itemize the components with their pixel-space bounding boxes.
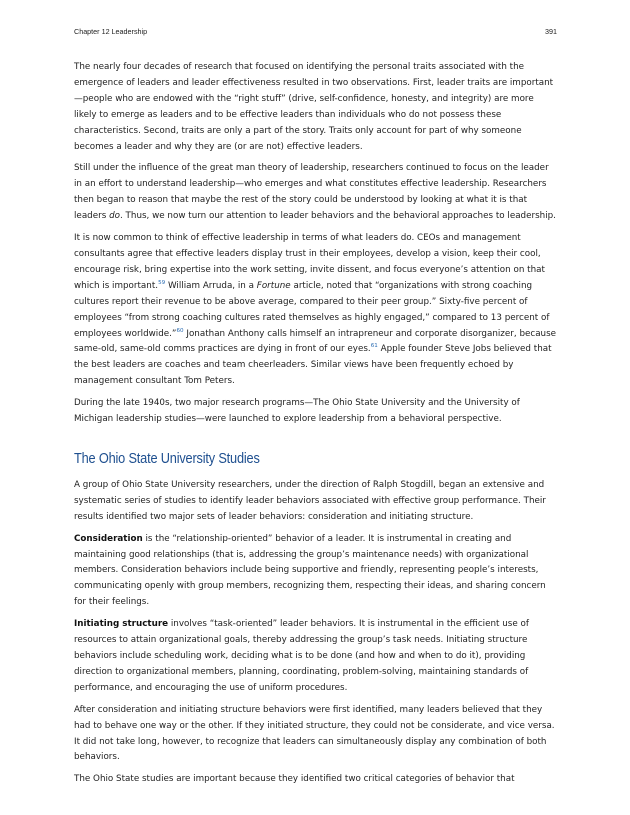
paragraph-ohio-state-intro: A group of Ohio State University researchers, under the direction of Ralph Stogdill, began an extensive and systematic series of studies to identify leader behaviors associated with effective group performance. Their results identified two major sets of leader behaviors: consideration and initiating structure. bbox=[74, 479, 546, 522]
paragraph-research-programs: During the late 1940s, two major research programs—The Ohio State University and the University of Michigan leadership studies—were launched to explore leadership from a behavioral perspective. bbox=[74, 398, 520, 425]
paragraph-combination: After consideration and initiating structure behaviors were first identified, many leaders believed that they had to behave one way or the other. If they initiated structure, they could not be considerate, and vice versa. It did not take long, however, to recognize that leaders can simultaneously display any combination of both behaviors. bbox=[74, 704, 555, 763]
paragraph-initiating-structure: Initiating structure involves “task-oriented” leader behaviors. It is instrumental in the efficient use of resources to attain organizational goals, thereby addressing the group’s task needs. Initiating structure behaviors include scheduling work, deciding what is to be done (and how and when to do it), providing direction to organizational members, planning, coordinating, problem-solving, maintaining standards of performance, and encouraging the use of uniform procedures. bbox=[74, 619, 529, 693]
footnote-ref-59[interactable]: 59 bbox=[158, 279, 166, 286]
footnote-ref-60[interactable]: 60 bbox=[176, 327, 184, 334]
page-number: 391 bbox=[545, 27, 557, 36]
body-text bbox=[74, 60, 558, 794]
paragraph-behavior-focus: Still under the influence of the great man theory of leadership, researchers continued to focus on the leader in an effort to understand leadership—who emerges and what constitutes effective leadership. Researchers then began to reason that maybe the rest of the story could be understood by looking at what it is that leaders do. Thus, we now turn our attention to leader behaviors and the behavioral approaches to leadership. bbox=[74, 163, 556, 222]
emphasis-do: do bbox=[109, 211, 120, 222]
emphasis-fortune: Fortune bbox=[256, 280, 291, 291]
paragraph-importance: The Ohio State studies are important because they identified two critical categories of behavior that bbox=[74, 774, 515, 785]
section-heading: The Ohio State University Studies bbox=[74, 450, 260, 467]
chapter-title: Chapter 12 Leadership bbox=[74, 27, 148, 36]
paragraph-consideration: Consideration is the “relationship-oriented” behavior of a leader. It is instrumental in creating and maintaining good relationships (that is, addressing the group’s maintenance needs) with organizational members. Consideration behaviors include being supportive and friendly, representing people’s interests, communicating openly with group members, recognizing them, respecting their ideas, and sharing concern for their feelings. bbox=[74, 533, 546, 608]
term-initiating-structure: Initiating structure bbox=[74, 619, 169, 630]
term-consideration: Consideration bbox=[74, 533, 143, 544]
paragraph-trait-research: The nearly four decades of research that focused on identifying the personal traits associated with the emergence of leaders and leader effectiveness resulted in two observations. First, leader traits are important—people who are endowed with the “right stuff” (drive, self-confidence, honesty, and integrity) are more likely to emerge as leaders and to be effective leaders than individuals who do not possess these characteristics. Second, traits are only a part of the story. Traits only account for part of why someone becomes a leader and why they are (or are not) effective leaders. bbox=[74, 62, 554, 152]
footnote-ref-61[interactable]: 61 bbox=[370, 343, 378, 350]
paragraph-effective-leadership: It is now common to think of effective leadership in terms of what leaders do. CEOs and management consultants agree that effective leaders display trust in their employees, develop a vision, keep their cool, encourage risk, bring expertise into the work setting, invite dissent, and focus everyone’s attention on that which is important.$^{59}$ William Arruda, in a Fortune article, noted that “organizations with strong coaching cultures report their revenue to be above average, compared to their peer group.” Sixty-five percent of employees “from strong coaching cultures rated themselves as highly engaged,” compared to 13 percent of employees worldwide.”$^{60}$ Jonathan Anthony calls himself an intrapreneur and corporate disorganizer, because same-old, same-old comms practices are dying in front of our eyes.$^{61}$ Apple founder Steve Jobs believed that the best leaders are coaches and team cheerleaders. Similar views have been frequently echoed by management consultant Tom Peters. bbox=[74, 233, 557, 387]
running-header bbox=[74, 27, 557, 39]
